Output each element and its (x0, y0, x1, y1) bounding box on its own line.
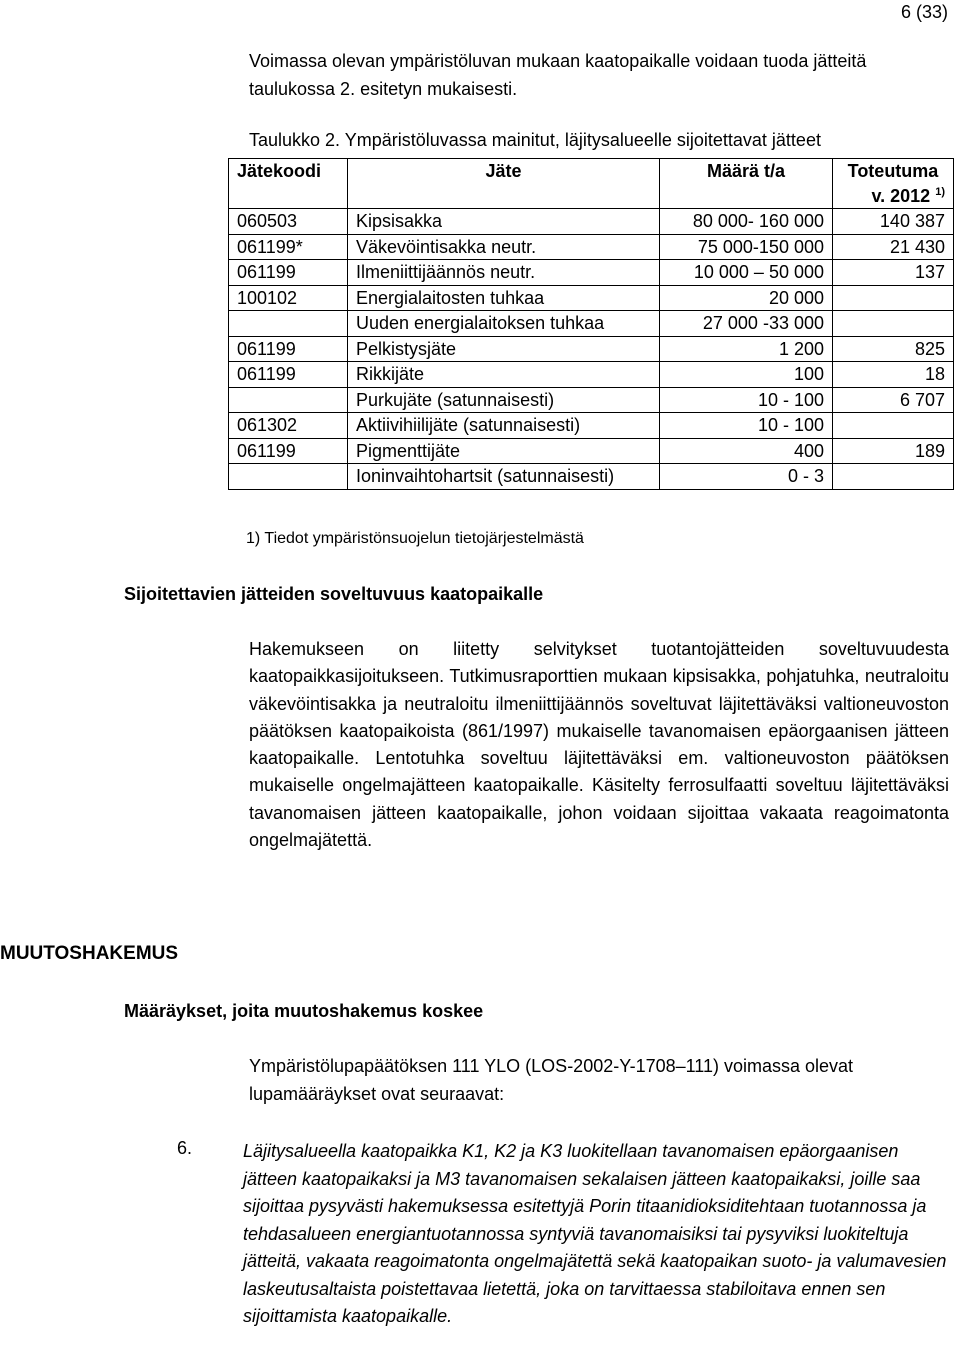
table-body (229, 209, 954, 490)
cell-amount: 1 200 (660, 336, 833, 362)
table-caption: Taulukko 2. Ympäristöluvassa mainitut, läjitysalueelle sijoitettavat jätteet (249, 130, 821, 150)
cell-waste: Kipsisakka (348, 209, 660, 235)
cell-code: 061302 (229, 413, 348, 439)
cell-waste: Ioninvaihtohartsit (satunnaisesti) (348, 464, 660, 490)
cell-amount: 100 (660, 362, 833, 388)
cell-amount: 10 - 100 (660, 387, 833, 413)
table-footnote: 1) Tiedot ympäristönsuojelun tietojärjestelmästä (246, 530, 584, 547)
intro-paragraph: Voimassa olevan ympäristöluvan mukaan kaatopaikalle voidaan tuoda jätteitä taulukossa 2. esitetyn mukaisesti. (249, 51, 867, 99)
cell-actual: 189 (833, 438, 954, 464)
header-actual-footnote-mark: 1) (935, 185, 945, 198)
cell-code: 061199 (229, 260, 348, 286)
cell-waste: Purkujäte (satunnaisesti) (348, 387, 660, 413)
cell-waste: Pelkistysjäte (348, 336, 660, 362)
cell-code (229, 311, 348, 337)
cell-actual: 137 (833, 260, 954, 286)
table-row (229, 260, 954, 286)
cell-actual: 825 (833, 336, 954, 362)
header-waste: Jäte (348, 159, 660, 209)
table-row (229, 387, 954, 413)
header-amount: Määrä t/a (660, 159, 833, 209)
cell-amount: 27 000 -33 000 (660, 311, 833, 337)
cell-code: 061199 (229, 362, 348, 388)
cell-actual (833, 285, 954, 311)
table-row (229, 209, 954, 235)
suitability-paragraph: Hakemukseen on liitetty selvitykset tuotantojätteiden soveltuvuudesta kaatopaikkasijoitukseen. Tutkimusraporttien mukaan kipsisakka, pohjatuhka, neutraloitu väkevöintisakka ja neutraloitu ilmeniittijäännös soveltuvat läjitettäväksi valtioneuvoston päätöksen kaatopaikoista (861/1997) mukaiselle tavanomaisen epäorgaanisen jätteen kaatopaikalle. Lentotuhka soveltuu läjitettäväksi em. valtioneuvoston päätöksen mukaiselle ongelmajätteen kaatopaikalle. Käsitelty ferrosulfaatti soveltuu läjitettäväksi tavanomaisen jätteen kaatopaikalle, johon voidaan sijoittaa vakaata reagoimatonta ongelmajätettä. (249, 639, 949, 851)
table-row (229, 311, 954, 337)
cell-waste: Rikkijäte (348, 362, 660, 388)
heading-regulations: Määräykset, joita muutoshakemus koskee (124, 1001, 484, 1021)
header-actual (833, 159, 954, 209)
cell-code (229, 387, 348, 413)
regulations-paragraph: Ympäristölupapäätöksen 111 YLO (LOS-2002-Y-1708–111) voimassa olevat lupamääräykset ovat seuraavat: (249, 1056, 854, 1104)
cell-waste: Väkevöintisakka neutr. (348, 234, 660, 260)
table-row (229, 362, 954, 388)
cell-amount: 75 000-150 000 (660, 234, 833, 260)
cell-waste: Ilmeniittijäännös neutr. (348, 260, 660, 286)
cell-code (229, 464, 348, 490)
table-header-row (229, 159, 954, 209)
cell-actual (833, 464, 954, 490)
table-row (229, 464, 954, 490)
cell-actual (833, 311, 954, 337)
table-row (229, 336, 954, 362)
page-number: 6 (33) (900, 2, 948, 22)
cell-amount: 10 - 100 (660, 413, 833, 439)
regulation-number: 6. (177, 1138, 193, 1158)
cell-amount: 10 000 – 50 000 (660, 260, 833, 286)
header-actual-line1: Toteutuma (847, 161, 939, 181)
cell-code: 061199 (229, 336, 348, 362)
cell-amount: 20 000 (660, 285, 833, 311)
heading-main: MUUTOSHAKEMUS (0, 943, 179, 964)
cell-waste: Uuden energialaitoksen tuhkaa (348, 311, 660, 337)
cell-waste: Aktiivihiilijäte (satunnaisesti) (348, 413, 660, 439)
cell-amount: 0 - 3 (660, 464, 833, 490)
cell-code: 060503 (229, 209, 348, 235)
cell-waste: Pigmenttijäte (348, 438, 660, 464)
waste-table (228, 158, 954, 490)
table-row (229, 285, 954, 311)
cell-code: 100102 (229, 285, 348, 311)
cell-code: 061199* (229, 234, 348, 260)
cell-actual: 6 707 (833, 387, 954, 413)
header-actual-line2: v. 2012 (871, 185, 931, 206)
cell-amount: 80 000- 160 000 (660, 209, 833, 235)
table-row (229, 438, 954, 464)
cell-amount: 400 (660, 438, 833, 464)
regulation-text: Läjitysalueella kaatopaikka K1, K2 ja K3 luokitellaan tavanomaisen epäorgaanisen jätteen kaatopaikaksi ja M3 tavanomaisen sekalaisen jätteen kaatopaikaksi, joille saa sijoittaa pysyvästi hakemuksessa esitettyjä Porin titaanidioksiditehtaan tuotannossa ja tehdasalueen energiantuotannossa syntyviä tavanomaisiksi tai pysyviksi luokiteltuja jätteitä, vakaata reagoimatonta ongelmajätettä sekä kaatopaikan suoto- ja valumavesien laskeutusaltaista poistettavaa lietettä, joka on tarvittaessa stabiloitava ennen sen sijoittamista kaatopaikalle. (243, 1141, 947, 1326)
table-row (229, 413, 954, 439)
heading-suitability: Sijoitettavien jätteiden soveltuvuus kaatopaikalle (124, 584, 544, 604)
cell-code: 061199 (229, 438, 348, 464)
header-code: Jätekoodi (229, 159, 348, 209)
cell-actual (833, 413, 954, 439)
cell-actual: 140 387 (833, 209, 954, 235)
cell-actual: 21 430 (833, 234, 954, 260)
cell-waste: Energialaitosten tuhkaa (348, 285, 660, 311)
table-row (229, 234, 954, 260)
cell-actual: 18 (833, 362, 954, 388)
